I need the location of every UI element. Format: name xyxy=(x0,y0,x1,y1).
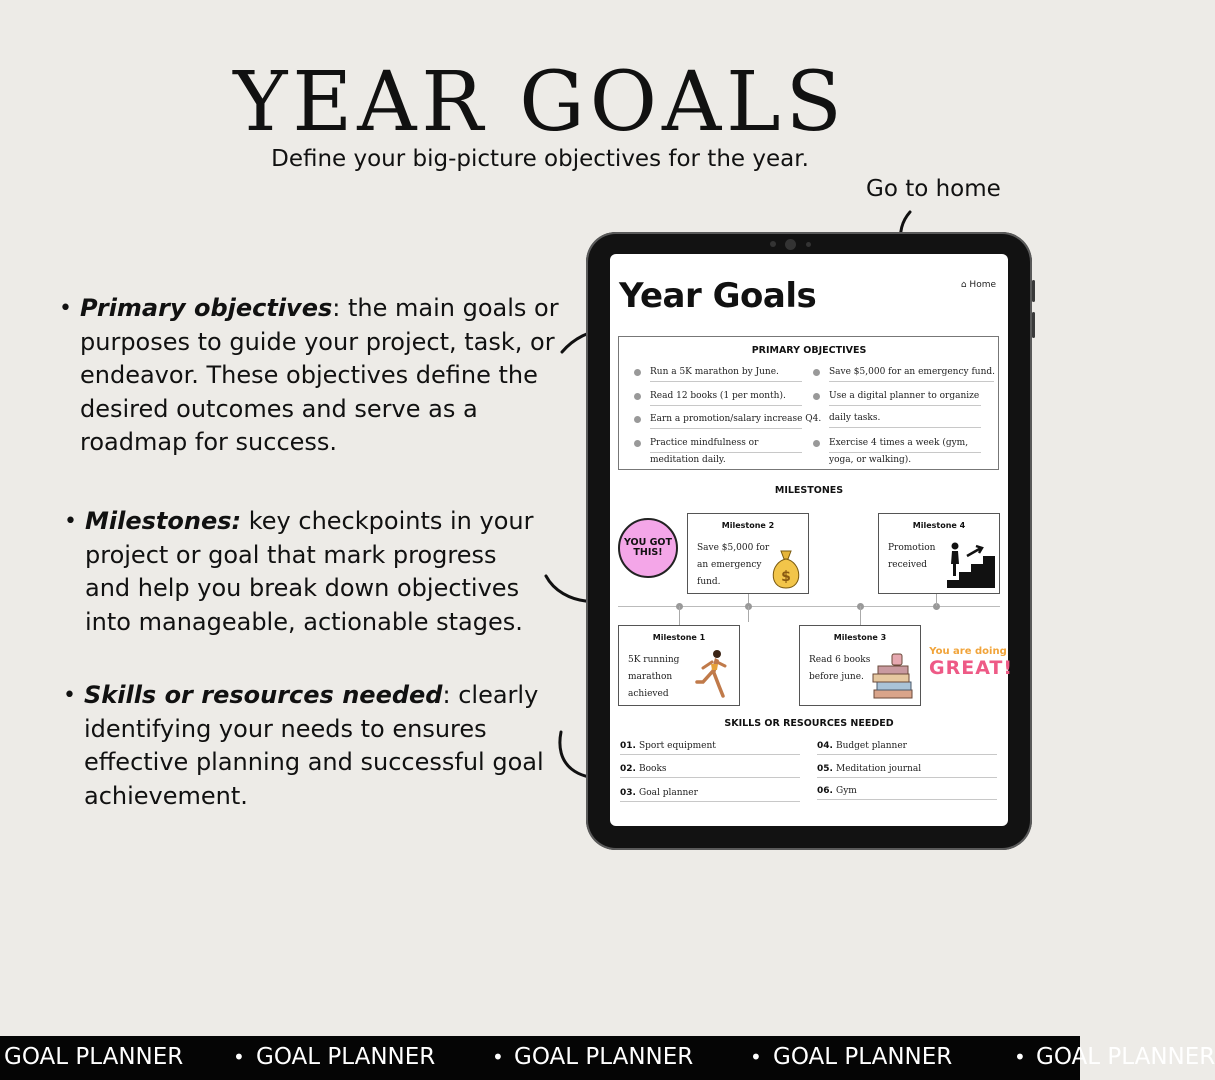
timeline-stem xyxy=(860,606,861,626)
milestone-desc: Promotion received xyxy=(888,543,936,570)
side-button xyxy=(1032,280,1035,302)
bullet-dot-icon xyxy=(634,440,641,447)
point-term: Skills or resources needed xyxy=(84,681,443,709)
ticker-item: GOAL PLANNER xyxy=(4,1044,184,1070)
side-button xyxy=(1032,312,1035,338)
home-icon: ⌂ xyxy=(960,280,967,290)
camera-icon xyxy=(770,241,776,247)
objective-item-continued: daily tasks. xyxy=(829,410,981,428)
screen-title: Year Goals xyxy=(619,276,817,316)
resources-heading: SKILLS OR RESOURCES NEEDED xyxy=(724,718,894,729)
bullet-dot-icon xyxy=(634,369,641,376)
page-subtitle: Define your big-picture objectives for the year. xyxy=(271,146,809,172)
goal-planner-ticker xyxy=(0,1036,1215,1080)
bullet-icon: • xyxy=(59,296,72,321)
resource-item: 03. Goal planner xyxy=(620,786,800,802)
resource-item: 06. Gym xyxy=(817,784,997,800)
timeline-stem xyxy=(679,606,680,626)
tablet-screen xyxy=(610,254,1014,826)
milestone-card-4 xyxy=(878,513,1000,594)
objective-item: Earn a promotion/salary increase Q4. xyxy=(650,411,802,429)
ticker-dot-icon: • xyxy=(492,1045,504,1069)
bullet-dot-icon xyxy=(813,393,820,400)
bullet-dot-icon xyxy=(813,440,820,447)
timeline-stem xyxy=(936,592,937,606)
you-got-this-sticker: YOU GOT THIS! xyxy=(618,518,678,578)
milestone-desc: Read 6 books before june. xyxy=(809,655,871,682)
ticker-item: GOAL PLANNER xyxy=(256,1044,436,1070)
svg-text:$: $ xyxy=(781,569,791,585)
ticker-item: GOAL PLANNER xyxy=(1036,1044,1215,1070)
objective-item-continued: yoga, or walking). xyxy=(829,455,912,465)
bullet-icon: • xyxy=(64,509,77,534)
milestone-desc: Save $5,000 for an emergency fund. xyxy=(697,543,770,587)
milestone-title: Milestone 2 xyxy=(721,521,775,530)
home-link[interactable] xyxy=(961,280,996,290)
milestone-desc: 5K running marathon achieved xyxy=(628,655,680,699)
book-stack-icon xyxy=(870,650,916,700)
resource-item: 02. Books xyxy=(620,762,800,778)
great-sticker-top: You are doing xyxy=(929,646,1007,657)
camera-icon xyxy=(806,242,811,247)
objective-item: Use a digital planner to organize xyxy=(829,388,981,406)
objective-item: Exercise 4 times a week (gym, xyxy=(829,435,981,453)
ticker-item: GOAL PLANNER xyxy=(773,1044,953,1070)
bullet-dot-icon xyxy=(813,369,820,376)
milestone-title: Milestone 4 xyxy=(912,521,966,530)
home-link-label: Home xyxy=(969,280,996,290)
stairs-climb-icon xyxy=(945,540,997,590)
home-hint-label: Go to home xyxy=(866,176,1001,202)
great-sticker-big: GREAT! xyxy=(929,657,1014,679)
milestones-heading: MILESTONES xyxy=(774,485,844,496)
objective-item: Save $5,000 for an emergency fund. xyxy=(829,364,994,382)
bullet-icon: • xyxy=(63,683,76,708)
point-milestones xyxy=(64,505,545,639)
ticker-dot-icon: • xyxy=(1014,1045,1026,1069)
you-are-doing-great-sticker xyxy=(929,646,1014,679)
objective-item: Read 12 books (1 per month). xyxy=(650,388,802,406)
timeline-stem xyxy=(748,606,749,622)
point-term: Primary objectives xyxy=(80,294,333,322)
point-skills-resources xyxy=(63,679,564,813)
milestone-card-3 xyxy=(799,625,921,706)
resource-item: 01. Sport equipment xyxy=(620,739,800,755)
money-bag-icon xyxy=(766,548,806,590)
bullet-dot-icon xyxy=(634,393,641,400)
ticker-item: GOAL PLANNER xyxy=(514,1044,694,1070)
resource-item: 04. Budget planner xyxy=(817,739,997,755)
runner-icon xyxy=(693,648,733,700)
tablet-device xyxy=(586,232,1032,850)
primary-objectives-heading: PRIMARY OBJECTIVES xyxy=(751,345,867,356)
objective-item: Run a 5K marathon by June. xyxy=(650,364,802,382)
page-title: YEAR GOALS xyxy=(233,55,847,150)
bullet-dot-icon xyxy=(634,416,641,423)
point-term: Milestones: xyxy=(85,507,242,535)
milestone-card-1 xyxy=(618,625,740,706)
camera-icon xyxy=(785,239,796,250)
point-text: : clearly identifying your needs to ensures effective planning and successful goal achievement. xyxy=(84,681,544,810)
resource-item: 05. Meditation journal xyxy=(817,762,997,778)
point-text: : the main goals or purposes to guide your project, task, or endeavor. These objectives define the desired outcomes and serve as a roadmap for success. xyxy=(80,294,559,456)
objective-item-continued: meditation daily. xyxy=(650,455,726,465)
ticker-dot-icon: • xyxy=(233,1045,245,1069)
point-text: key checkpoints in your project or goal that mark progress and help you break down objectives into manageable, actionable stages. xyxy=(85,507,534,636)
milestone-card-2 xyxy=(687,513,809,594)
objective-item: Practice mindfulness or xyxy=(650,435,802,453)
milestone-title: Milestone 3 xyxy=(833,633,887,642)
milestone-title: Milestone 1 xyxy=(652,633,706,642)
ticker-dot-icon: • xyxy=(750,1045,762,1069)
point-primary-objectives xyxy=(59,292,560,460)
